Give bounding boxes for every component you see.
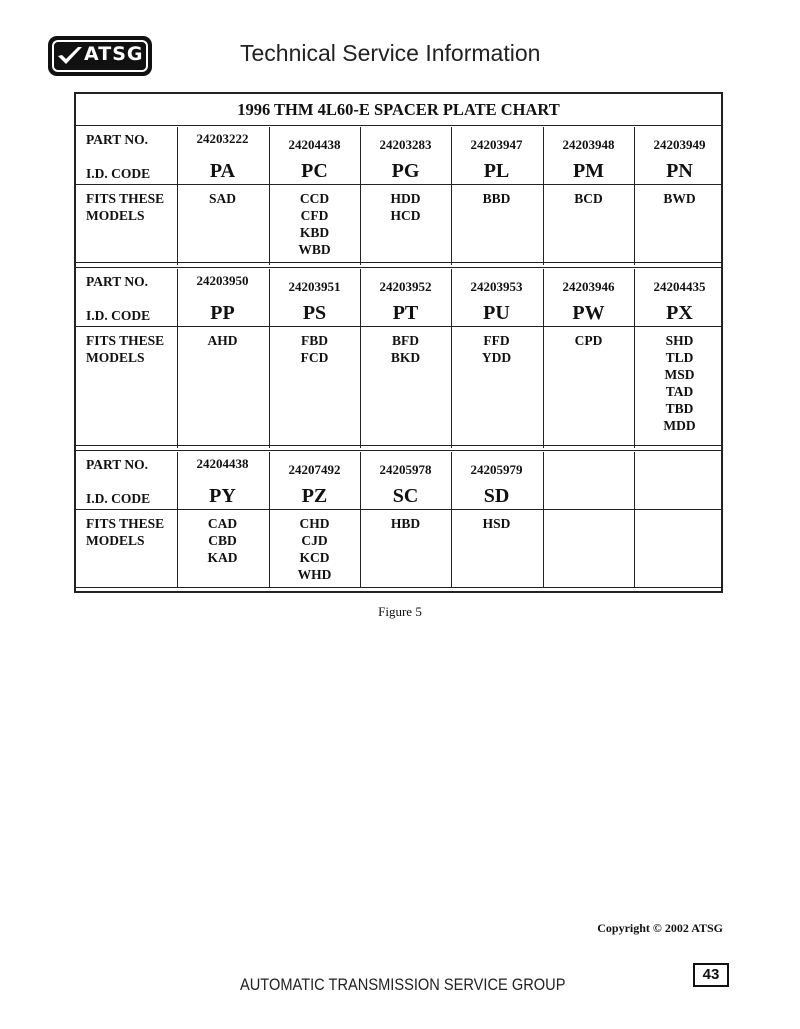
part-number: 24203950 [196, 273, 249, 288]
part-number: 24203949 [653, 137, 706, 152]
section-divider [76, 445, 721, 446]
id-code: PS [302, 302, 327, 324]
model-code: CCD [299, 191, 330, 206]
model-code: MSD [664, 367, 695, 382]
section-divider [76, 450, 721, 451]
id-code: PY [209, 485, 236, 507]
id-code-label: I.D. CODE [86, 491, 151, 506]
logo-text: ATSG [84, 43, 144, 65]
model-code: FFD [483, 333, 510, 348]
model-code: CHD [299, 516, 330, 531]
id-code: PM [572, 160, 605, 182]
model-code: YDD [481, 350, 512, 365]
page-number: 43 [693, 963, 729, 987]
part-number: 24207492 [288, 462, 341, 477]
column-divider [634, 452, 635, 588]
spacer-plate-chart [74, 92, 723, 593]
id-code: PA [209, 160, 236, 182]
section-divider [76, 262, 721, 263]
model-code: CBD [208, 533, 237, 548]
chart-title: 1996 THM 4L60-E SPACER PLATE CHART [237, 100, 560, 119]
title-divider [76, 125, 721, 126]
part-number-label: PART NO. [86, 457, 149, 472]
fits-models-label: FITS THESE MODELS [86, 191, 165, 223]
id-code: PC [301, 160, 328, 182]
model-code: KCD [299, 550, 330, 565]
model-code: BBD [482, 191, 511, 206]
id-code: PU [483, 302, 510, 324]
column-divider [543, 452, 544, 588]
id-code: PN [666, 160, 693, 182]
page-title: Technical Service Information [240, 40, 541, 66]
model-code: TLD [665, 350, 694, 365]
model-code: CAD [207, 516, 238, 531]
part-number: 24203951 [288, 279, 341, 294]
row-divider [76, 326, 721, 327]
model-code: HSD [482, 516, 511, 531]
model-code: HDD [390, 191, 421, 206]
id-code: PP [210, 302, 235, 324]
model-code: WHD [297, 567, 332, 582]
model-code: CPD [574, 333, 603, 348]
model-code: CFD [300, 208, 329, 223]
id-code-label: I.D. CODE [86, 308, 151, 323]
model-code: BKD [390, 350, 421, 365]
row-divider [76, 184, 721, 185]
id-code: SC [392, 485, 419, 507]
id-code: PZ [301, 485, 328, 507]
fits-models-label: FITS THESE MODELS [86, 333, 165, 365]
fits-models-label: FITS THESE MODELS [86, 516, 165, 548]
model-code: FCD [300, 350, 329, 365]
model-code: SHD [665, 333, 694, 348]
model-code: KAD [207, 550, 238, 565]
part-number: 24204435 [653, 279, 706, 294]
part-number-label: PART NO. [86, 132, 149, 147]
row-divider [76, 509, 721, 510]
id-code: SD [483, 485, 510, 507]
part-number: 24204438 [196, 456, 249, 471]
id-code-label: I.D. CODE [86, 166, 151, 181]
atsg-logo [48, 36, 152, 76]
model-code: AHD [207, 333, 238, 348]
section-divider [76, 267, 721, 268]
part-number: 24203953 [470, 279, 523, 294]
model-code: KBD [299, 225, 330, 240]
model-code: TAD [665, 384, 694, 399]
id-code: PL [483, 160, 510, 182]
part-number: 24203948 [562, 137, 615, 152]
part-number: 24203952 [379, 279, 432, 294]
model-code: WBD [298, 242, 331, 257]
id-code: PT [392, 302, 419, 324]
model-code: HBD [390, 516, 421, 531]
model-code: BWD [663, 191, 696, 206]
part-number: 24205978 [379, 462, 432, 477]
bottom-rule [76, 587, 721, 588]
model-code: BCD [574, 191, 603, 206]
id-code: PG [391, 160, 420, 182]
part-number: 24203946 [562, 279, 615, 294]
model-code: BFD [392, 333, 419, 348]
part-number: 24205979 [470, 462, 523, 477]
part-number: 24203222 [196, 131, 249, 146]
copyright-notice: Copyright © 2002 ATSG [597, 921, 723, 935]
part-number: 24204438 [288, 137, 341, 152]
checkmark-swoosh-icon [56, 44, 84, 68]
model-code: MDD [663, 418, 696, 433]
part-number-label: PART NO. [86, 274, 149, 289]
id-code: PW [572, 302, 605, 324]
model-code: FBD [301, 333, 328, 348]
model-code: HCD [390, 208, 421, 223]
id-code: PX [666, 302, 693, 324]
model-code: TBD [665, 401, 694, 416]
column-divider [177, 269, 178, 448]
figure-caption: Figure 5 [378, 604, 422, 619]
footer-organization: AUTOMATIC TRANSMISSION SERVICE GROUP [240, 975, 566, 994]
column-divider [543, 269, 544, 448]
part-number: 24203947 [470, 137, 523, 152]
part-number: 24203283 [379, 137, 432, 152]
model-code: CJD [301, 533, 328, 548]
model-code: SAD [208, 191, 236, 206]
